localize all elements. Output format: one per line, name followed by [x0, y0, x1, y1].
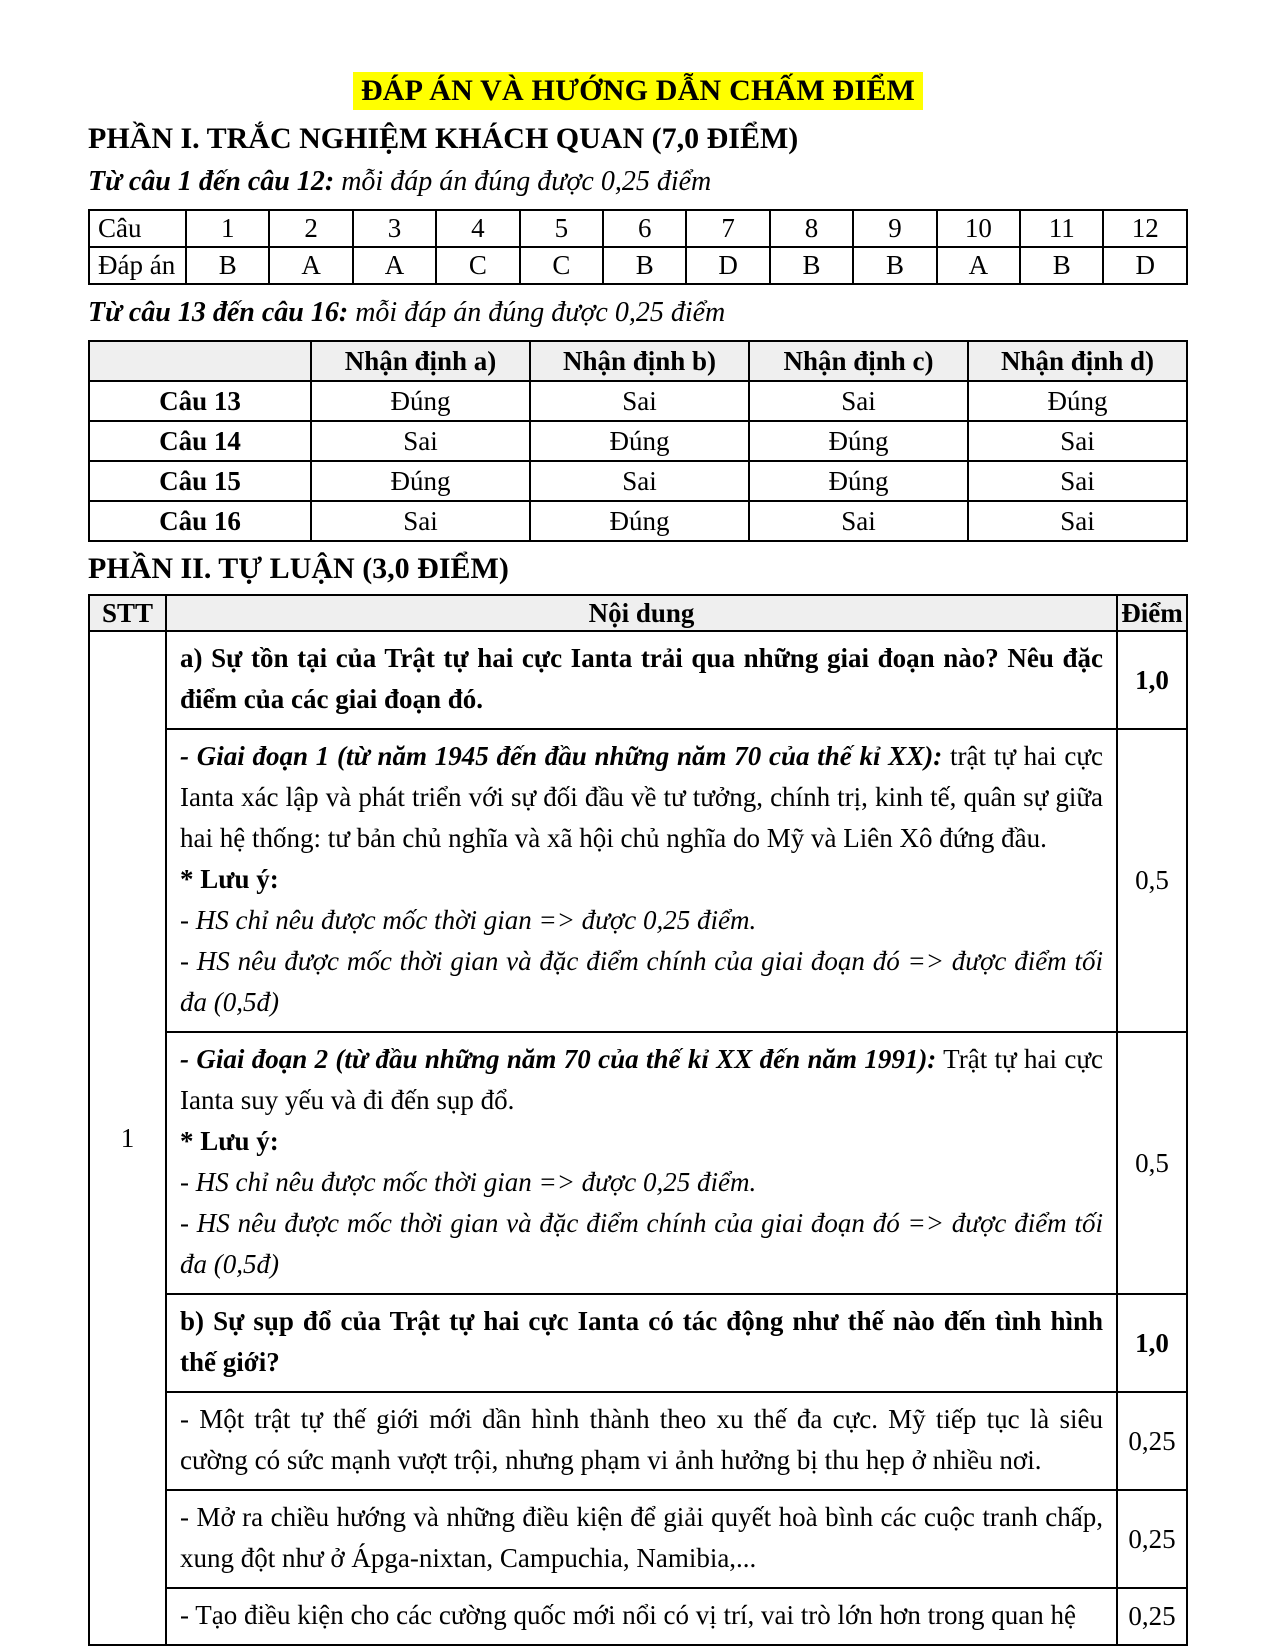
stage1-note-2: - HS nêu được mốc thời gian và đặc điểm chính của giai đoạn đó => được điểm tối đa (0,5đ): [180, 946, 1103, 1017]
question-a-text: a) Sự tồn tại của Trật tự hai cực Ianta trải qua những giai đoạn nào? Nêu đặc điểm của các giai đoạn đó.: [180, 643, 1103, 714]
part1-heading: PHẦN I. TRẮC NGHIỆM KHÁCH QUAN (7,0 ĐIỂM): [88, 122, 799, 155]
mcq-number-cell: 2: [269, 210, 352, 247]
stage2-note-1: - HS chỉ nêu được mốc thời gian => được 0,25 điểm.: [180, 1167, 757, 1197]
score-cell: 0,5: [1117, 729, 1187, 1032]
score-cell: 0,5: [1117, 1032, 1187, 1294]
essay-content-cell: [166, 631, 1117, 729]
score-cell: 1,0: [1117, 1294, 1187, 1392]
impact-2-text: - Mở ra chiều hướng và những điều kiện để giải quyết hoà bình các cuộc tranh chấp, xung đột như ở Ápga-nixtan, Campuchia, Namibia,...: [180, 1502, 1103, 1573]
tf-value-cell: Sai: [749, 381, 968, 421]
mcq-number-cell: 3: [353, 210, 436, 247]
tf-question-label: Câu 15: [89, 461, 311, 501]
tf-value-cell: Đúng: [968, 381, 1187, 421]
tf-value-cell: Sai: [968, 461, 1187, 501]
mcq-number-cell: 8: [770, 210, 853, 247]
essay-content-cell: [166, 1032, 1117, 1294]
mcq-number-cell: 9: [853, 210, 936, 247]
note-1-rest: mỗi đáp án đúng được 0,25 điểm: [334, 166, 712, 197]
note-line-2: [88, 295, 1188, 331]
essay-header-row: [89, 595, 1187, 631]
tf-value-cell: Đúng: [530, 421, 749, 461]
mcq-answer-cell: C: [520, 247, 603, 284]
stage1-note-1: - HS chỉ nêu được mốc thời gian => được 0,25 điểm.: [180, 905, 757, 935]
stage1-body: trật tự hai cực Ianta xác lập và phát triển với sự đối đầu về tư tưởng, chính trị, kinh tế, quân sự giữa hai hệ thống: tư bản chủ nghĩa và xã hội chủ nghĩa do Mỹ và Liên Xô đứng đầu.: [180, 741, 1103, 853]
mcq-number-cell: 1: [186, 210, 269, 247]
impact-3-text: - Tạo điều kiện cho các cường quốc mới nổi có vị trí, vai trò lớn hơn trong quan hệ: [180, 1600, 1077, 1630]
essay-content-cell: [166, 1392, 1117, 1490]
tf-header-cell: Nhận định b): [530, 341, 749, 381]
tf-row-cau13: [89, 381, 1187, 421]
mcq-answer-row: [89, 247, 1187, 284]
note-2-lead: Từ câu 13 đến câu 16:: [88, 297, 349, 328]
tf-question-label: Câu 14: [89, 421, 311, 461]
tf-value-cell: Sai: [749, 501, 968, 541]
mcq-answer-cell: A: [353, 247, 436, 284]
impact-1-text: - Một trật tự thế giới mới dần hình thành theo xu thế đa cực. Mỹ tiếp tục là siêu cường có sức mạnh vượt trội, nhưng phạm vi ảnh hưởng bị thu hẹp ở nhiều nơi.: [180, 1404, 1103, 1475]
true-false-table: [88, 340, 1188, 542]
essay-row-impact-1: [89, 1392, 1187, 1490]
essay-header-score: Điểm: [1117, 595, 1187, 631]
stage2-paragraph: [180, 1039, 1103, 1121]
tf-value-cell: Đúng: [311, 461, 530, 501]
stage1-paragraph: [180, 736, 1103, 859]
essay-row-stage1: [89, 729, 1187, 1032]
essay-row-impact-3: [89, 1588, 1187, 1645]
tf-value-cell: Sai: [530, 461, 749, 501]
essay-content-cell: [166, 1588, 1117, 1645]
essay-row-stage2: [89, 1032, 1187, 1294]
stage2-note-2: - HS nêu được mốc thời gian và đặc điểm chính của giai đoạn đó => được điểm tối đa (0,5đ): [180, 1208, 1103, 1279]
tf-row-cau15: [89, 461, 1187, 501]
mcq-answer-cell: B: [853, 247, 936, 284]
stage2-body: Trật tự hai cực Ianta suy yếu và đi đến sụp đổ.: [180, 1044, 1103, 1115]
tf-value-cell: Đúng: [749, 461, 968, 501]
question-b-text: b) Sự sụp đổ của Trật tự hai cực Ianta có tác động như thế nào đến tình hình thế giới?: [180, 1306, 1103, 1377]
mcq-answer-cell: D: [686, 247, 769, 284]
tf-row-cau16: [89, 501, 1187, 541]
mcq-row-label: Đáp án: [89, 247, 186, 284]
score-cell: 0,25: [1117, 1588, 1187, 1645]
mcq-answer-cell: D: [1103, 247, 1187, 284]
mcq-answer-cell: A: [269, 247, 352, 284]
mcq-number-cell: 4: [436, 210, 519, 247]
tf-value-cell: Sai: [530, 381, 749, 421]
essay-content-cell: [166, 1490, 1117, 1588]
score-cell: 1,0: [1117, 631, 1187, 729]
tf-header-cell: Nhận định d): [968, 341, 1187, 381]
stage1-note-label: * Lưu ý:: [180, 864, 279, 894]
mcq-answer-table: [88, 209, 1188, 285]
tf-value-cell: Sai: [311, 421, 530, 461]
part2-heading: PHẦN II. TỰ LUẬN (3,0 ĐIỂM): [88, 552, 509, 585]
essay-row-question-a: [89, 631, 1187, 729]
mcq-answer-cell: C: [436, 247, 519, 284]
mcq-number-cell: 7: [686, 210, 769, 247]
essay-row-question-b: [89, 1294, 1187, 1392]
mcq-answer-cell: B: [603, 247, 686, 284]
essay-rubric-table: [88, 594, 1188, 1646]
essay-content-cell: [166, 729, 1117, 1032]
tf-header-cell: Nhận định c): [749, 341, 968, 381]
stage2-note-label: * Lưu ý:: [180, 1126, 279, 1156]
note-2-rest: mỗi đáp án đúng được 0,25 điểm: [348, 297, 726, 328]
tf-value-cell: Sai: [968, 421, 1187, 461]
highlighted-title-text: ĐÁP ÁN VÀ HƯỚNG DẪN CHẤM ĐIỂM: [353, 72, 923, 110]
tf-question-label: Câu 16: [89, 501, 311, 541]
mcq-number-cell: 10: [937, 210, 1020, 247]
document-title: [88, 72, 1188, 110]
mcq-answer-cell: B: [186, 247, 269, 284]
mcq-row-label: Câu: [89, 210, 186, 247]
mcq-question-row: [89, 210, 1187, 247]
mcq-answer-cell: B: [1020, 247, 1103, 284]
mcq-number-cell: 11: [1020, 210, 1103, 247]
tf-value-cell: Đúng: [749, 421, 968, 461]
note-line-1: [88, 164, 1188, 200]
essay-row-impact-2: [89, 1490, 1187, 1588]
mcq-number-cell: 5: [520, 210, 603, 247]
tf-value-cell: Sai: [311, 501, 530, 541]
mcq-number-cell: 6: [603, 210, 686, 247]
essay-header-content: Nội dung: [166, 595, 1117, 631]
essay-question-number: 1: [89, 631, 166, 1645]
tf-header-cell: Nhận định a): [311, 341, 530, 381]
tf-corner-cell: [89, 341, 311, 381]
tf-row-cau14: [89, 421, 1187, 461]
note-1-lead: Từ câu 1 đến câu 12:: [88, 166, 335, 197]
essay-content-cell: [166, 1294, 1117, 1392]
tf-value-cell: Sai: [968, 501, 1187, 541]
tf-value-cell: Đúng: [311, 381, 530, 421]
stage2-lead: - Giai đoạn 2 (từ đầu những năm 70 của thế kỉ XX đến năm 1991):: [180, 1044, 937, 1074]
stage1-lead: - Giai đoạn 1 (từ năm 1945 đến đầu những năm 70 của thế kỉ XX):: [180, 741, 943, 771]
tf-header-row: [89, 341, 1187, 381]
tf-question-label: Câu 13: [89, 381, 311, 421]
score-cell: 0,25: [1117, 1392, 1187, 1490]
score-cell: 0,25: [1117, 1490, 1187, 1588]
mcq-answer-cell: B: [770, 247, 853, 284]
tf-value-cell: Đúng: [530, 501, 749, 541]
mcq-number-cell: 12: [1103, 210, 1187, 247]
essay-header-stt: STT: [89, 595, 166, 631]
mcq-answer-cell: A: [937, 247, 1020, 284]
